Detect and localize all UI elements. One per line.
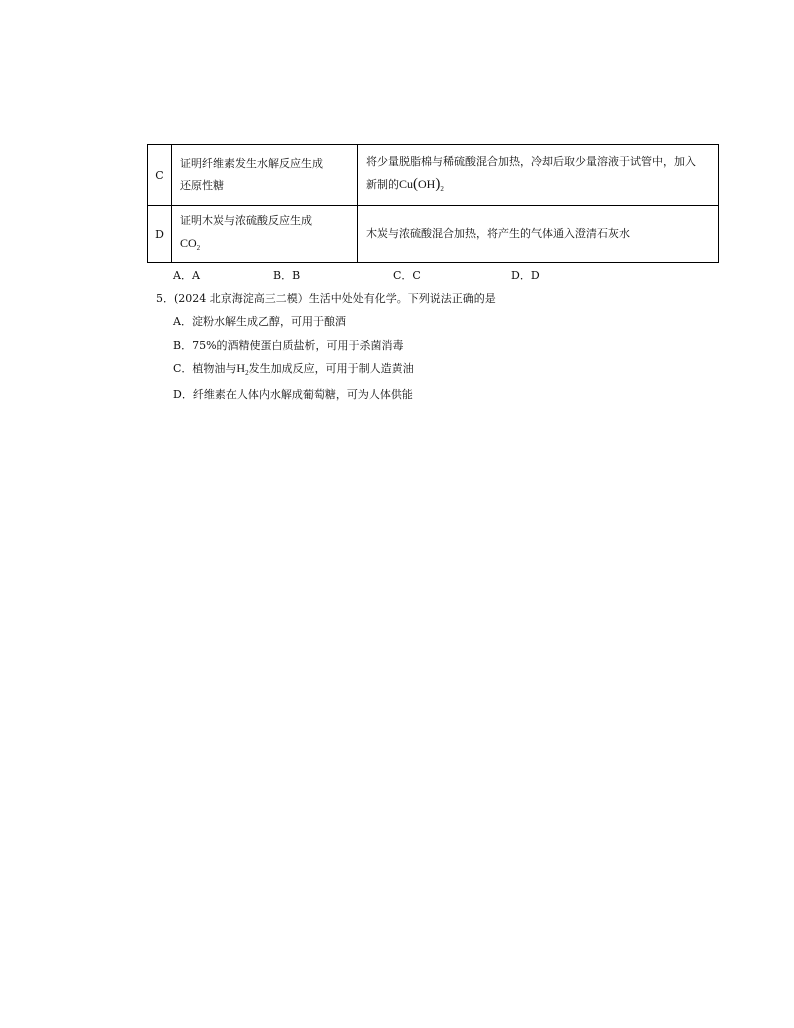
- formula-base: H: [236, 361, 246, 375]
- question-stem: 5．(2024 北京海淀高三二模）生活中处处有化学。下列说法正确的是: [156, 292, 496, 305]
- formula-base: Cu: [399, 176, 414, 191]
- table-row: [148, 145, 719, 206]
- purpose-line: 证明纤维素发生水解反应生成: [180, 157, 323, 170]
- experiment-method: [358, 145, 719, 206]
- row-label: D: [148, 206, 172, 263]
- formula-group: OH: [418, 176, 436, 191]
- experiment-purpose: [172, 145, 358, 206]
- experiment-purpose: [172, 206, 358, 263]
- option-b[interactable]: B．B: [273, 269, 301, 282]
- method-line: [366, 173, 718, 200]
- purpose-line: 证明木炭与浓硫酸反应生成: [180, 213, 312, 227]
- option-a[interactable]: A．淀粉水解生成乙醇，可用于酿酒: [173, 315, 346, 328]
- method-text: 新制的: [366, 177, 399, 191]
- table-row: [148, 206, 719, 263]
- option-c[interactable]: C．C: [393, 269, 421, 282]
- option-b[interactable]: B．75%的酒精使蛋白质盐析，可用于杀菌消毒: [173, 339, 404, 352]
- row-label: C: [148, 145, 172, 206]
- chemical-formula: [180, 236, 200, 250]
- formula-subscript: 2: [245, 369, 249, 377]
- chemical-formula: [236, 361, 248, 375]
- method-line: 将少量脱脂棉与稀硫酸混合加热，冷却后取少量溶液于试管中，加入: [366, 154, 696, 168]
- option-text: 发生加成反应，可用于制人造黄油: [248, 362, 414, 375]
- formula-base: CO: [180, 235, 197, 250]
- experiment-method: 木炭与浓硫酸混合加热，将产生的气体通入澄清石灰水: [358, 206, 719, 263]
- purpose-line: 还原性糖: [180, 179, 224, 192]
- option-a[interactable]: A．A: [173, 269, 200, 282]
- option-text: C．植物油与: [173, 362, 237, 375]
- purpose-line: [180, 232, 357, 259]
- chemical-formula: $Cu(OH)_2$: [399, 175, 444, 193]
- formula-subscript: 2: [440, 184, 444, 193]
- q4-options: [0, 267, 794, 281]
- option-c[interactable]: [173, 360, 414, 377]
- option-d[interactable]: D．D: [511, 269, 540, 282]
- option-d[interactable]: D．纤维素在人体内水解成葡萄糖，可为人体供能: [173, 388, 413, 401]
- experiment-table: [147, 144, 719, 263]
- formula-subscript: 2: [196, 243, 201, 252]
